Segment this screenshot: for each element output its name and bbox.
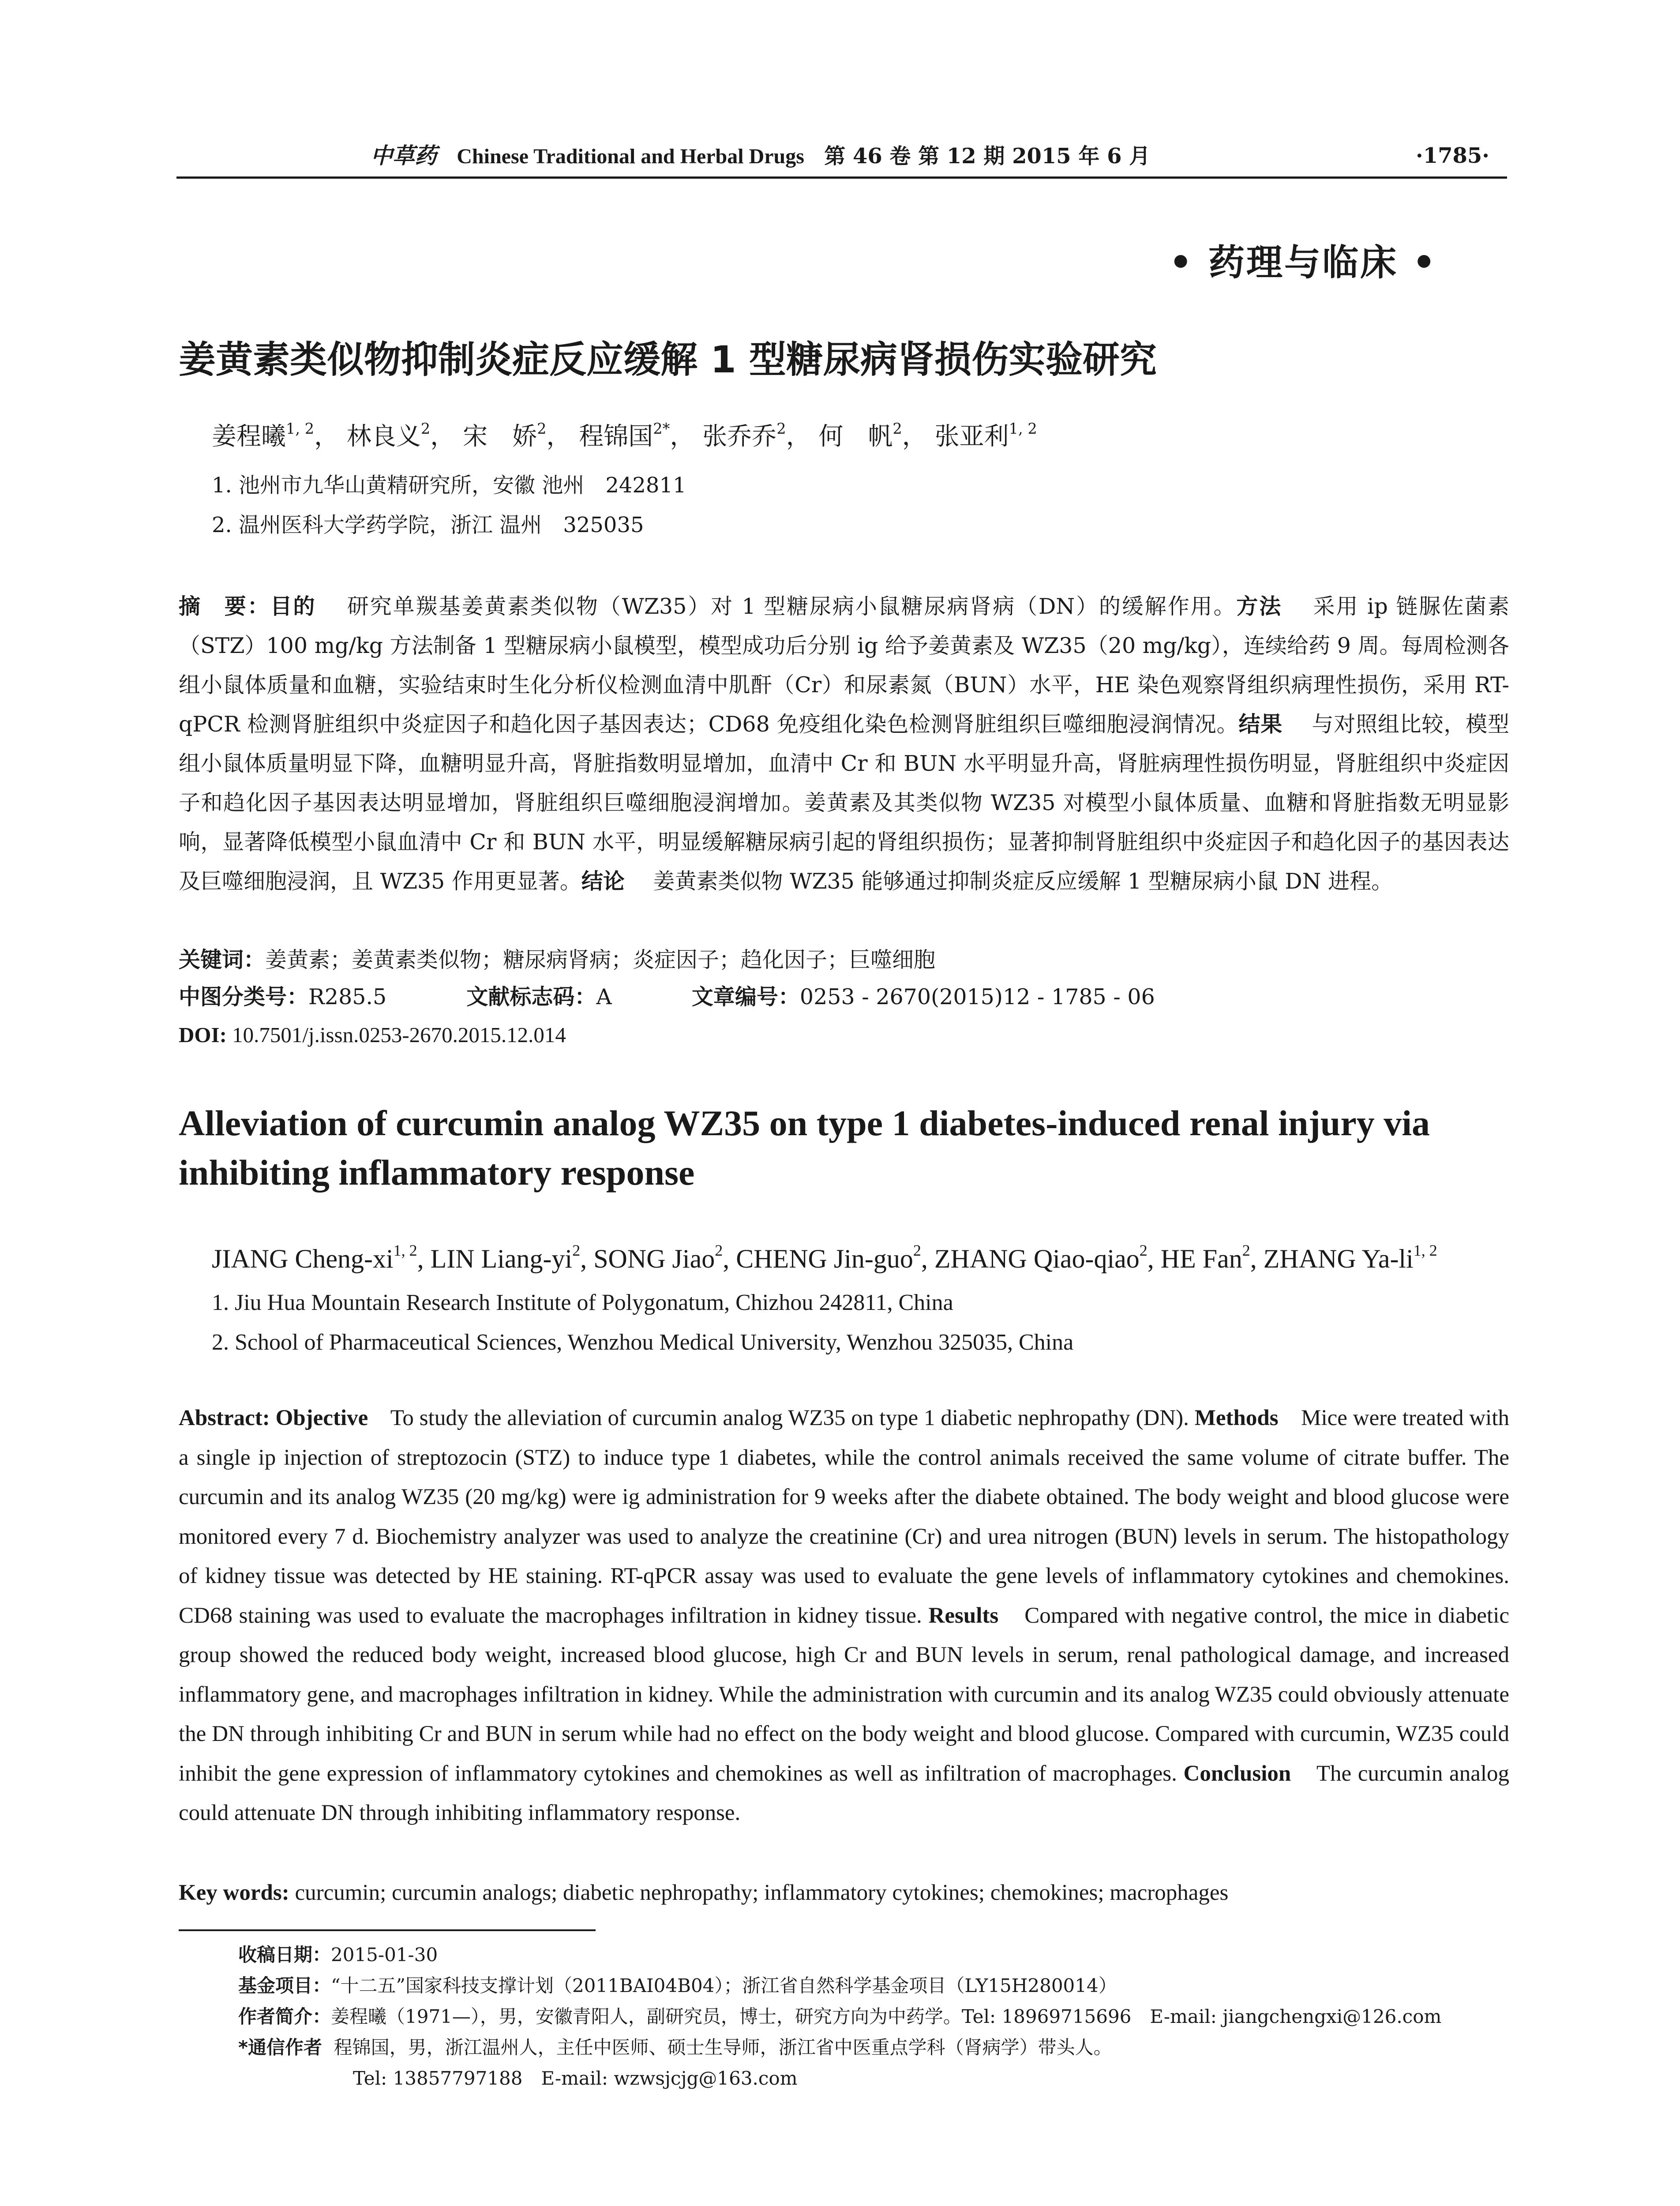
- keywords-en: [179, 1875, 1509, 1910]
- footnote-author-bio: [238, 2003, 1441, 2030]
- affiliation-en: 2. School of Pharmaceutical Sciences, Wenzhou Medical University, Wenzhou 325035, China: [212, 1330, 1074, 1355]
- section-label: • 药理与临床 •: [1169, 241, 1437, 284]
- author-name: LIN Liang-yi: [430, 1244, 573, 1273]
- results-label: Results: [928, 1603, 999, 1628]
- journal-name-cn: 中草药: [371, 143, 437, 169]
- results-label: 结果: [1238, 712, 1283, 737]
- abstract-label: 摘 要：: [179, 594, 270, 619]
- author-name: 何 帆: [818, 422, 893, 451]
- author-affiliation-mark: 2*: [653, 420, 670, 437]
- footnote-received: [238, 1941, 438, 1969]
- header-divider: [176, 176, 1507, 179]
- methods-text: 采用 ip 链脲佐菌素（STZ）100 mg/kg 方法制备 1 型糖尿病小鼠模型，模型成功后分别 ig 给予姜黄素及 WZ35（20 mg/kg），连续给药 9 周。每周检测各组小鼠体质量和血糖，实验结束时生化分析仪检测血清中肌酐（Cr）和尿素氮（BUN）水平，HE 染色观察肾组织病理性损伤，采用 RT-qPCR 检测肾脏组织中炎症因子和趋化因子基因表达；CD68 免疫组化染色检测肾脏组织巨噬细胞浸润情况。: [179, 594, 1509, 737]
- footnote-label: 作者简介：: [238, 2006, 331, 2027]
- journal-name-en: Chinese Traditional and Herbal Drugs: [457, 145, 804, 168]
- clc-value: R285.5: [308, 984, 387, 1009]
- conclusion-text: 姜黄素类似物 WZ35 能够通过抑制炎症反应缓解 1 型糖尿病小鼠 DN 进程。: [653, 869, 1393, 894]
- author-name: 宋 娇: [463, 422, 537, 451]
- clc-label: 中图分类号：: [179, 984, 309, 1009]
- author-affiliation-mark: 1, 2: [286, 420, 315, 437]
- abstract-en: [179, 1399, 1509, 1833]
- author-name: JIANG Cheng-xi: [212, 1244, 394, 1273]
- author-name: CHENG Jin-guo: [736, 1244, 913, 1273]
- author-name: 程锦国: [579, 422, 653, 451]
- keywords-label: Key words:: [179, 1880, 289, 1905]
- results-text: Compared with negative control, the mice in diabetic group showed the reduced body weight, increased blood glucose, high Cr and BUN levels in serum, renal pathological damage, and increased inflammatory gene, and macrophages infiltration in kidney. While the administration with curcumin and its analog WZ35 could obviously attenuate the DN through inhibiting Cr and BUN in serum while had no effect on the body weight and blood glucose. Compared with curcumin, WZ35 could inhibit the gene expression of inflammatory cytokines and chemokines as well as infiltration of macrophages.: [179, 1603, 1510, 1786]
- author-name: ZHANG Ya-li: [1263, 1244, 1414, 1273]
- doi-line: [179, 1017, 1509, 1053]
- article-number-value: 0253 - 2670(2015)12 - 1785 - 06: [799, 984, 1155, 1009]
- author-list-en: JIANG Cheng-xi$^{1, 2}$, LIN Liang-$yi^2$, SONG Jiao$^2$, CHENG Jin-guo$^2$, ZHANG Qiao-qiao$^2$, HE Fan$^2$, ZHANG Ya-li$^{1, 2}$: [212, 1242, 1437, 1273]
- author-affiliation-mark: 2: [537, 420, 547, 437]
- page-number: ·1785·: [1415, 143, 1489, 168]
- abstract-cn: [179, 587, 1509, 901]
- footnote-text: 2015-01-30: [331, 1944, 438, 1966]
- footnote-text: 姜程曦（1971—），男，安徽青阳人，副研究员，博士，研究方向为中药学。Tel: 18969715696 E-mail: jiangchengxi@126.com: [331, 2006, 1442, 2027]
- conclusion-label: 结论: [581, 869, 625, 894]
- author-affiliation-mark: 2: [776, 420, 786, 437]
- footnote-label: 基金项目：: [238, 1975, 331, 1996]
- keywords-cn: [179, 942, 1509, 978]
- affiliation-cn: 2. 温州医科大学药学院，浙江 温州 325035: [212, 513, 644, 537]
- author-affiliation-mark: 2: [913, 1242, 921, 1259]
- objective-label: Abstract: Objective: [179, 1406, 368, 1430]
- footnote-text: 程锦国，男，浙江温州人，主任中医师、硕士生导师，浙江省中医重点学科（肾病学）带头人。: [334, 2037, 1112, 2058]
- classification-line: [179, 979, 1509, 1015]
- doc-code-label: 文献标志码：: [466, 984, 596, 1009]
- keywords-text: curcumin; curcumin analogs; diabetic nephropathy; inflammatory cytokines; chemokines; macrophages: [295, 1880, 1229, 1905]
- methods-text: Mice were treated with a single ip injection of streptozocin (STZ) to induce type 1 diabetes, while the control animals received the same volume of citrate buffer. The curcumin and its analog WZ35 (20 mg/kg) were ig administration for 9 weeks after the diabete obtained. The body weight and blood glucose were monitored every 7 d. Biochemistry analyzer was used to analyze the creatinine (Cr) and urea nitrogen (BUN) levels in serum. The histopathology of kidney tissue was detected by HE staining. RT-qPCR assay was used to evaluate the gene levels of inflammatory cytokines and chemokines. CD68 staining was used to evaluate the macrophages infiltration in kidney tissue.: [179, 1406, 1510, 1628]
- issue-info: 第 46 卷 第 12 期 2015 年 6 月: [824, 144, 1151, 169]
- methods-label: 方法: [1236, 594, 1282, 619]
- author-name: 张亚利: [934, 422, 1009, 451]
- objective-label: 目的: [270, 594, 316, 619]
- footnote-corresponding-contact: Tel: 13857797188 E-mail: wzwsjcjg@163.com: [353, 2067, 798, 2089]
- methods-label: Methods: [1194, 1406, 1279, 1430]
- keywords-text: 姜黄素；姜黄素类似物；糖尿病肾病；炎症因子；趋化因子；巨噬细胞: [265, 947, 936, 972]
- author-affiliation-mark: 2: [420, 420, 431, 437]
- article-title-cn: 姜黄素类似物抑制炎症反应缓解 1 型糖尿病肾损伤实验研究: [179, 338, 1157, 381]
- author-affiliation-mark: 1, 2: [393, 1242, 417, 1259]
- conclusion-text: The curcumin analog could attenuate DN through inhibiting inflammatory response.: [179, 1761, 1510, 1825]
- doi-label: DOI:: [179, 1023, 227, 1047]
- author-affiliation-mark: 2: [892, 420, 902, 437]
- author-affiliation-mark: 1, 2: [1009, 420, 1037, 437]
- article-title-en: Alleviation of curcumin analog WZ35 on type 1 diabetes-induced renal injury via inhibiting inflammatory response: [179, 1103, 1430, 1193]
- affiliation-cn: 1. 池州市九华山黄精研究所，安徽 池州 242811: [212, 473, 686, 498]
- author-affiliation-mark: 2: [715, 1242, 723, 1259]
- author-list-cn: 姜程曦$^{1, 2}$， 林良义$^2$， 宋 娇$^2$， 程锦国$^{2*}$， 张乔乔$^2$， 何 帆$^2$， 张亚利$^{1, 2}$: [212, 420, 1037, 451]
- affiliation-en: 1. Jiu Hua Mountain Research Institute of Polygonatum, Chizhou 242811, China: [212, 1290, 953, 1315]
- author-name: 姜程曦: [212, 422, 286, 451]
- author-name: ZHANG Qiao-qiao: [934, 1244, 1140, 1273]
- author-affiliation-mark: 2: [1242, 1242, 1250, 1259]
- doc-code-value: A: [596, 984, 612, 1009]
- objective-text: 研究单羰基姜黄素类似物（WZ35）对 1 型糖尿病小鼠糖尿病肾病（DN）的缓解作用。: [347, 594, 1237, 619]
- footnote-text: “十二五”国家科技支撑计划（2011BAI04B04）；浙江省自然科学基金项目（LY15H280014）: [331, 1975, 1117, 1996]
- author-affiliation-mark: 1, 2: [1413, 1242, 1437, 1259]
- keywords-label: 关键词：: [179, 947, 266, 972]
- footnote-label: *通信作者: [238, 2037, 322, 2058]
- author-affiliation-mark: 2: [572, 1242, 581, 1259]
- author-name: SONG Jiao: [593, 1244, 715, 1273]
- objective-text: To study the alleviation of curcumin analog WZ35 on type 1 diabetic nephropathy (DN).: [390, 1406, 1189, 1430]
- doi-value[interactable]: 10.7501/j.issn.0253-2670.2015.12.014: [232, 1023, 566, 1047]
- footnote-funding: [238, 1972, 1117, 2000]
- author-name: 林良义: [346, 422, 421, 451]
- author-name: 张乔乔: [702, 422, 777, 451]
- conclusion-label: Conclusion: [1183, 1761, 1291, 1786]
- running-header: [176, 140, 1507, 171]
- footnote-corresponding-author: [238, 2034, 1112, 2061]
- author-name: HE Fan: [1160, 1244, 1242, 1273]
- footnote-divider: [179, 1929, 596, 1931]
- article-number-label: 文章编号：: [691, 984, 800, 1009]
- results-text: 与对照组比较，模型组小鼠体质量明显下降，血糖明显升高，肾脏指数明显增加，血清中 Cr 和 BUN 水平明显升高，肾脏病理性损伤明显，肾脏组织中炎症因子和趋化因子基因表达明显增加，肾脏组织巨噬细胞浸润增加。姜黄素及其类似物 WZ35 对模型小鼠体质量、血糖和肾脏指数无明显影响，显著降低模型小鼠血清中 Cr 和 BUN 水平，明显缓解糖尿病引起的肾组织损伤；显著抑制肾脏组织中炎症因子和趋化因子的基因表达及巨噬细胞浸润，且 WZ35 作用更显著。: [179, 712, 1509, 894]
- footnote-label: 收稿日期：: [238, 1944, 331, 1966]
- author-affiliation-mark: 2: [1139, 1242, 1148, 1259]
